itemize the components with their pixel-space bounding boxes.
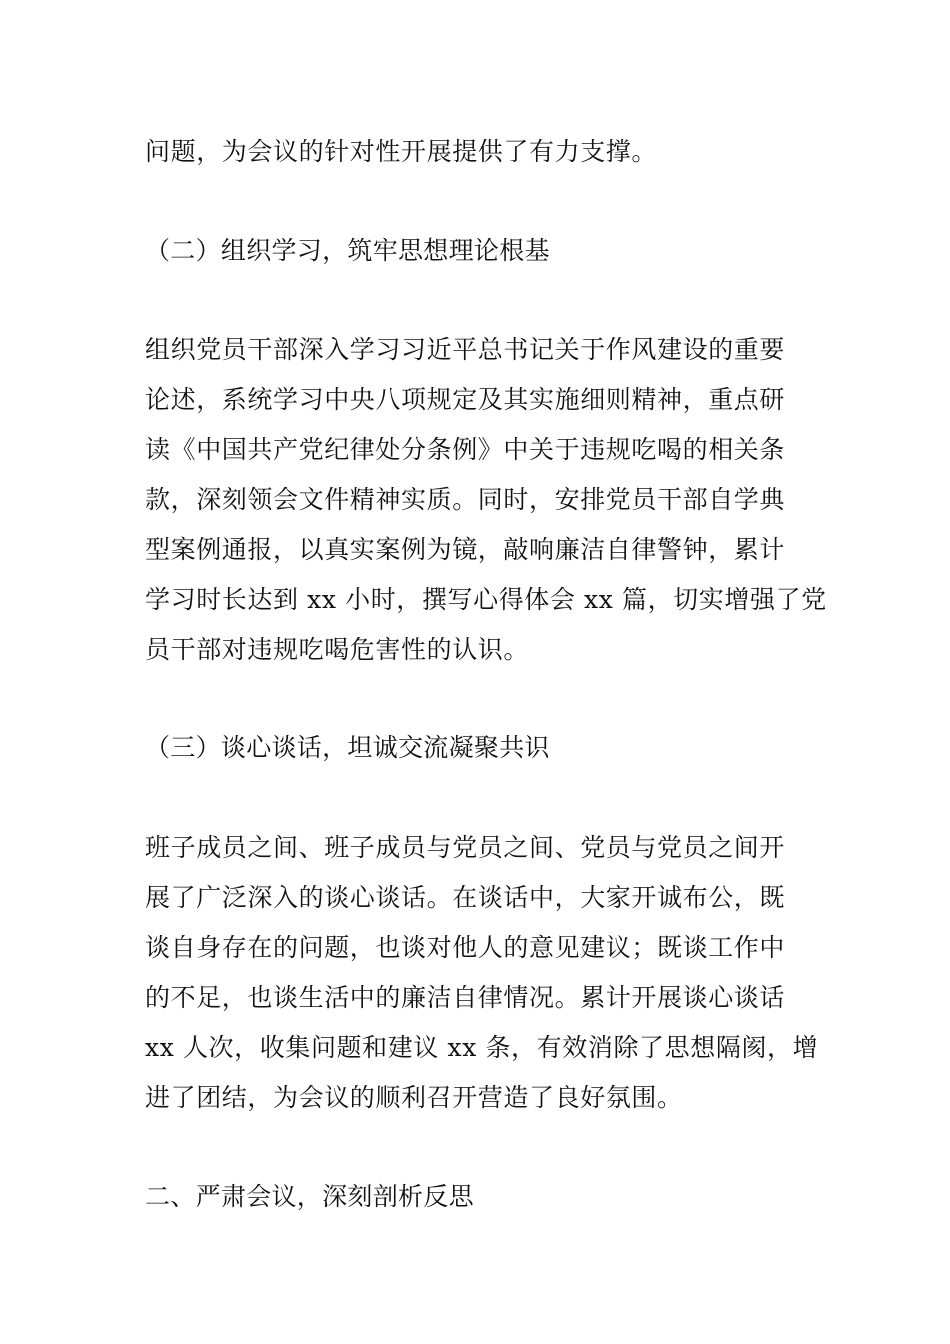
paragraph-line: 型案例通报，以真实案例为镜，敲响廉洁自律警钟，累计 bbox=[145, 535, 786, 564]
section-heading: （二）组织学习，筑牢思想理论根基 bbox=[145, 236, 550, 265]
paragraph-line: 学习时长达到 xx 小时，撰写心得体会 xx 篇，切实增强了党 bbox=[145, 585, 827, 614]
paragraph-line: 组织党员干部深入学习习近平总书记关于作风建设的重要 bbox=[145, 335, 786, 364]
paragraph-line: 进了团结，为会议的顺利召开营造了良好氛围。 bbox=[145, 1083, 683, 1112]
chapter-heading: 二、严肃会议，深刻剖析反思 bbox=[145, 1182, 474, 1211]
paragraph-line: 论述，系统学习中央八项规定及其实施细则精神，重点研 bbox=[145, 385, 786, 414]
paragraph-line: 的不足，也谈生活中的廉洁自律情况。累计开展谈心谈话 bbox=[145, 983, 786, 1012]
paragraph-line: 款，深刻领会文件精神实质。同时，安排党员干部自学典 bbox=[145, 485, 786, 514]
section-heading: （三）谈心谈话，坦诚交流凝聚共识 bbox=[145, 733, 550, 762]
paragraph-line: 员干部对违规吃喝危害性的认识。 bbox=[145, 635, 530, 664]
paragraph-line: 展了广泛深入的谈心谈话。在谈话中，大家开诚布公，既 bbox=[145, 883, 786, 912]
paragraph-line: xx 人次，收集问题和建议 xx 条，有效消除了思想隔阂，增 bbox=[145, 1033, 819, 1062]
paragraph-line: 读《中国共产党纪律处分条例》中关于违规吃喝的相关条 bbox=[145, 435, 786, 464]
paragraph-line: 问题，为会议的针对性开展提供了有力支撑。 bbox=[145, 137, 658, 166]
paragraph-line: 谈自身存在的问题，也谈对他人的意见建议；既谈工作中 bbox=[145, 933, 786, 962]
paragraph-line: 班子成员之间、班子成员与党员之间、党员与党员之间开 bbox=[145, 833, 786, 862]
